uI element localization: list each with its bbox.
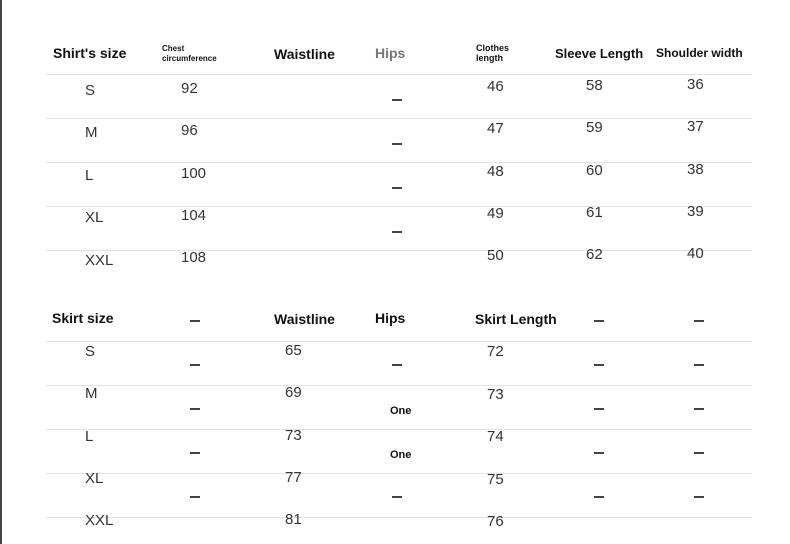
empty-dash: [594, 452, 604, 454]
waist-cell: 81: [285, 511, 302, 528]
row-divider: [46, 206, 752, 207]
length-cell: 47: [487, 120, 504, 137]
header-dash: [594, 320, 604, 322]
row-divider: [46, 517, 752, 518]
shoulder-cell: 38: [687, 161, 704, 178]
size-cell: L: [85, 167, 94, 184]
length-cell: 50: [487, 247, 504, 264]
chest-cell: 92: [181, 80, 198, 97]
sleeve-cell: 58: [586, 77, 603, 94]
chest-cell: 100: [181, 165, 207, 182]
header-skirt-length: Skirt Length: [475, 311, 557, 327]
header-chest-line2: circumference: [162, 54, 217, 63]
row-divider: [46, 341, 752, 342]
length-cell: 74: [487, 428, 504, 445]
empty-dash: [190, 452, 200, 454]
size-cell: XXL: [85, 252, 114, 269]
header-dash: [694, 320, 704, 322]
size-cell: L: [85, 428, 94, 445]
size-cell: XL: [85, 209, 104, 226]
shoulder-cell: 39: [687, 203, 704, 220]
sleeve-cell: 60: [586, 162, 603, 179]
header-shoulder-width: Shoulder width: [656, 46, 743, 60]
header-shirt-size: Shirt's size: [53, 45, 127, 61]
row-divider: [46, 74, 752, 75]
size-cell: M: [85, 385, 98, 402]
header-chest-line1: Chest: [162, 44, 185, 53]
row-divider: [46, 473, 752, 474]
waist-cell: 69: [285, 384, 302, 401]
shoulder-cell: 40: [687, 245, 704, 262]
empty-dash: [694, 452, 704, 454]
header-clothes-length: [476, 43, 509, 63]
size-cell: S: [85, 82, 96, 99]
hips-dash: [392, 99, 402, 101]
waist-cell: 73: [285, 427, 302, 444]
hips-dash: [392, 143, 402, 145]
header-length-line1: Clothes: [476, 43, 510, 53]
waist-cell: 65: [285, 342, 302, 359]
header-skirt-hips: Hips: [375, 310, 406, 326]
size-cell: XL: [85, 470, 104, 487]
row-divider: [46, 118, 752, 119]
empty-dash: [594, 496, 604, 498]
header-chest-circumference: [162, 44, 217, 64]
header-skirt-waistline: Waistline: [274, 311, 335, 327]
empty-dash: [694, 496, 704, 498]
length-cell: 48: [487, 163, 504, 180]
empty-dash: [594, 364, 604, 366]
chest-cell: 96: [181, 122, 198, 139]
empty-dash: [694, 408, 704, 410]
size-cell: S: [85, 343, 96, 360]
shoulder-cell: 37: [687, 118, 704, 135]
length-cell: 73: [487, 386, 504, 403]
length-cell: 49: [487, 205, 504, 222]
empty-dash: [190, 364, 200, 366]
row-divider: [46, 162, 752, 163]
row-divider: [46, 250, 752, 251]
hips-dash: [392, 496, 402, 498]
sleeve-cell: 59: [586, 119, 603, 136]
hips-dash: [392, 187, 402, 189]
header-dash: [190, 320, 200, 322]
empty-dash: [594, 408, 604, 410]
hips-dash: [392, 231, 402, 233]
row-divider: [46, 385, 752, 386]
header-length-line2: length: [476, 53, 503, 63]
length-cell: 75: [487, 471, 504, 488]
row-divider: [46, 429, 752, 430]
empty-dash: [190, 408, 200, 410]
hips-dash: [392, 364, 402, 366]
header-skirt-size: Skirt size: [52, 310, 114, 326]
chest-cell: 104: [181, 207, 207, 224]
header-hips: Hips: [375, 45, 406, 61]
empty-dash: [190, 496, 200, 498]
header-sleeve-length: Sleeve Length: [555, 46, 644, 61]
length-cell: 72: [487, 343, 504, 360]
size-cell: M: [85, 124, 98, 141]
sleeve-cell: 62: [586, 246, 603, 263]
length-cell: 76: [487, 513, 504, 530]
chest-cell: 108: [181, 249, 207, 266]
page-left-border: [0, 0, 2, 544]
size-cell: XXL: [85, 512, 114, 529]
waist-cell: 77: [285, 469, 302, 486]
hips-note: One: [390, 449, 412, 461]
header-waistline: Waistline: [274, 46, 335, 62]
empty-dash: [694, 364, 704, 366]
length-cell: 46: [487, 78, 504, 95]
sleeve-cell: 61: [586, 204, 603, 221]
shoulder-cell: 36: [687, 76, 704, 93]
hips-note: One: [390, 405, 412, 417]
